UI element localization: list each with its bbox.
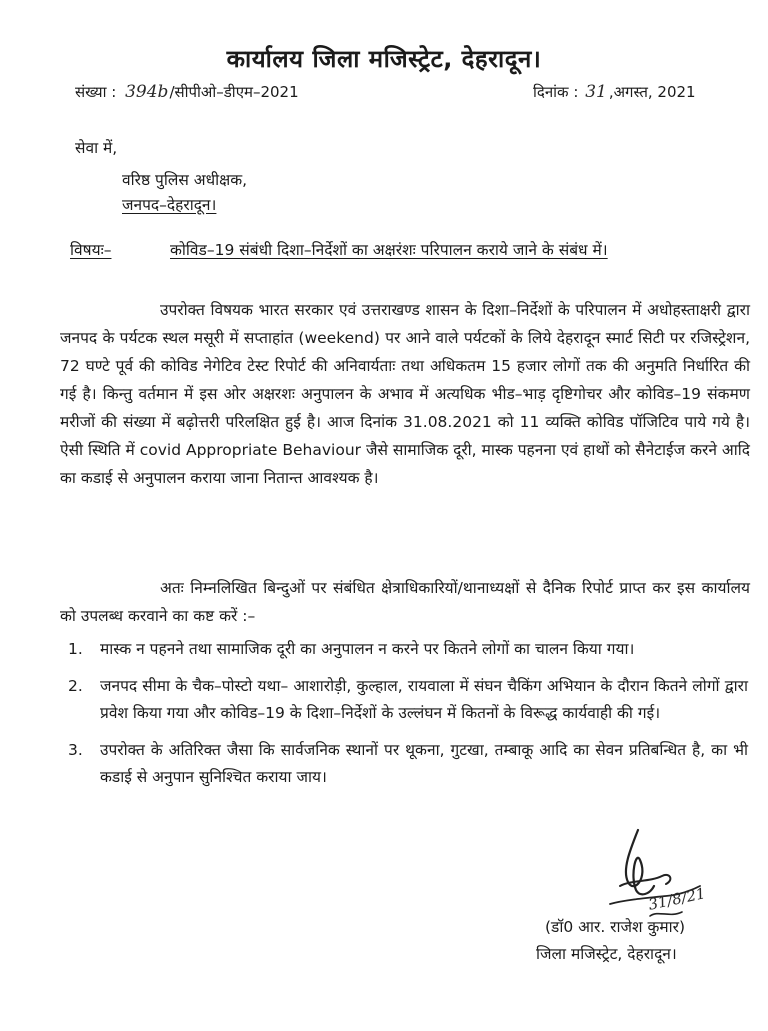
salutation: सेवा में, [75, 139, 118, 157]
subject-label: विषयः– [70, 241, 112, 259]
point-text: जनपद सीमा के चैक–पोस्टो यथा– आशारोड़ी, कुल्हाल, रायवाला में संघन चैकिंग अभियान के दौरान कितने लोगों द्वारा प्रवेश किया गया और कोविड–19 के दिशा–निर्देशों के उल्लंघन में कितनों के विरूद्ध कार्यवाही की गई। [100, 677, 748, 722]
point-number: 3. [68, 741, 83, 759]
body-paragraph-1: उपरोक्त विषयक भारत सरकार एवं उत्तराखण्ड शासन के दिशा–निर्देशों के परिपालन में अधोहस्ताक्षरी द्वारा जनपद के पर्यटक स्थल मसूरी में सप्ताहांत (weekend) पर आने वाले पर्यटकों के लिये देहरादून स्मार्ट सिटी पर रजिस्ट्रेशन, 72 घण्टे पूर्व की कोविड नेगेटिव टेस्ट रिपोर्ट की अनिवार्यताः तथा अधिकतम 15 हजार लोगों तक की अनुमति निर्धारित की गई है। किन्तु वर्तमान में इस ओर अक्षरशः अनुपालन के अभाव में अत्यधिक भीड–भाड़ दृष्टिगोचर और कोविड–19 संकमण मरीजों की संख्या में बढ़ोत्तरी परिलक्षित हुई है। आज दिनांक 31.08.2021 को 11 व्यक्ति कोविड पॉजिटिव पाये गये है। ऐसी स्थिति में covid Appropriate Behaviour जैसे सामाजिक दूरी, मास्क पहनना एवं हाथों को सैनेटाईज करने आदि का कडाई से अनुपालन कराया जाना नितान्त आवश्यक है। [60, 301, 750, 487]
signatory-designation: जिला मजिस्ट्रेट, देहरादून। [536, 945, 677, 963]
reference-suffix: /सीपीओ–डीएम–2021 [169, 83, 299, 101]
point-text: मास्क न पहनने तथा सामाजिक दूरी का अनुपालन न करने पर कितने लोगों का चालन किया गया। [100, 640, 635, 658]
point-number: 2. [68, 677, 83, 695]
signatory-name: (डॉ0 आर. राजेश कुमार) [545, 918, 686, 936]
signature-handwritten-date: 31/8/21 [646, 884, 708, 914]
date-label: दिनांक : [533, 83, 579, 101]
subject-text: कोविड–19 संबंधी दिशा–निर्देशों का अक्षरंशः परिपालन कराये जाने के संबंध में। [170, 241, 608, 259]
list-item [68, 737, 748, 791]
reference-handwritten: 394b [125, 82, 169, 102]
date-handwritten: 31 [585, 82, 607, 102]
recipient-location: जनपद–देहरादून। [122, 196, 217, 214]
recipient: वरिष्ठ पुलिस अधीक्षक, [122, 171, 248, 189]
reference-number [75, 82, 299, 102]
point-text: उपरोक्त के अतिरिक्त जैसा कि सार्वजनिक स्थानों पर थूकना, गुटखा, तम्बाकू आदि का सेवन प्रतिबन्धित है, का भी कडाई से अनुपान सुनिश्चित कराया जाय। [100, 741, 748, 786]
action-points-list [68, 636, 748, 801]
date-suffix: ,अगस्त, 2021 [608, 83, 696, 101]
point-number: 1. [68, 640, 83, 658]
office-title: कार्यालय जिला मजिस्ट्रेट, देहरादून। [226, 45, 542, 73]
list-item [68, 673, 748, 727]
list-item [68, 636, 748, 663]
letter-date [533, 82, 696, 102]
body-paragraph-2: अतः निम्नलिखित बिन्दुओं पर संबंधित क्षेत्राधिकारियों/थानाध्यक्षों से दैनिक रिपोर्ट प्राप्त कर इस कार्यालय को उपलब्ध करवाने का कष्ट करें :– [60, 579, 750, 625]
reference-label: संख्या : [75, 83, 117, 101]
